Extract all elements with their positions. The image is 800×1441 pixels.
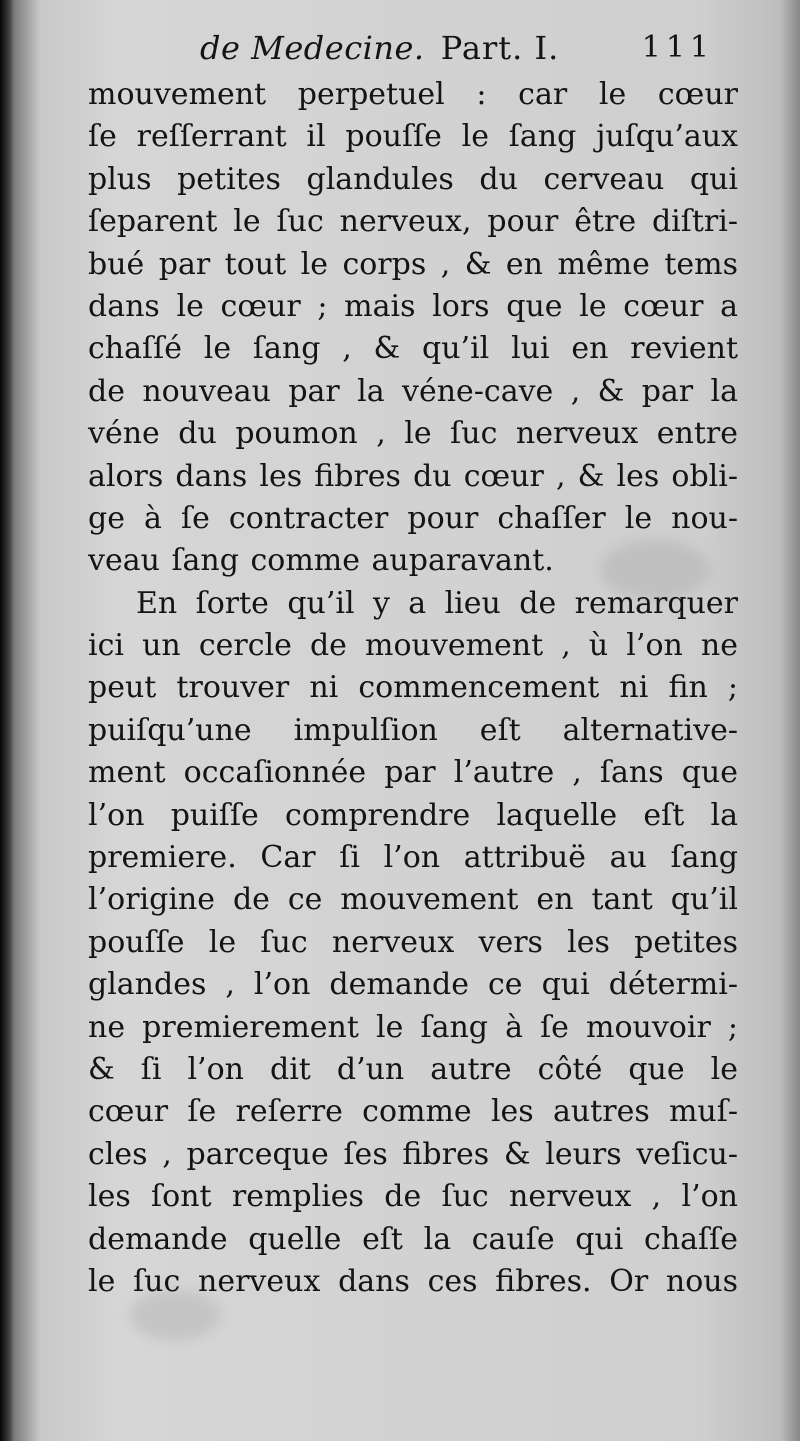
text-line: alors dans les fibres du cœur , & les obli-: [88, 458, 738, 494]
text-line: ſe reſſerrant il pouſſe le ſang juſqu’aux: [88, 119, 738, 155]
text-line: l’on puiſſe comprendre laquelle eſt la: [88, 797, 738, 833]
text-line: cles , parceque ſes fibres & leurs veſicu-: [88, 1136, 738, 1172]
text-line: ment occaſionnée par l’autre , ſans que: [88, 755, 738, 791]
text-line: peut trouver ni commencement ni fin ;: [88, 670, 738, 706]
body-text: [88, 74, 738, 1303]
text-line: ici un cercle de mouvement , ù l’on ne: [88, 628, 738, 664]
text-line: de nouveau par la véne-cave , & par la: [88, 373, 738, 409]
text-line: puiſqu’une impulſion eſt alternative-: [88, 712, 738, 748]
text-line: bué par tout le corps , & en même tems: [88, 246, 738, 282]
text-line: dans le cœur ; mais lors que le cœur a: [88, 288, 738, 324]
page-header: [200, 26, 720, 70]
text-line: cœur ſe reſerre comme les autres muſ-: [88, 1094, 738, 1130]
part-label: Part. I.: [440, 29, 560, 67]
running-title: de Medecine.: [200, 29, 425, 67]
text-line: les ſont remplies de ſuc nerveux , l’on: [88, 1179, 738, 1215]
text-line: premiere. Car ſi l’on attribuë au ſang: [88, 840, 738, 876]
text-line: plus petites glandules du cerveau qui: [88, 161, 738, 197]
text-line: veau ſang comme auparavant.: [88, 543, 554, 579]
text-line: mouvement perpetuel : car le cœur: [88, 77, 738, 112]
binding-shadow: [0, 0, 14, 1441]
page-number: 111: [641, 30, 714, 65]
text-line: ſeparent le ſuc nerveux, pour être diſtri-: [88, 204, 738, 240]
text-line: ne premierement le ſang à ſe mouvoir ;: [88, 1009, 738, 1045]
paragraph-first-line: En ſorte qu’il y a lieu de remarquer: [136, 585, 738, 621]
text-line: ge à ſe contracter pour chaſſer le nou-: [88, 500, 738, 536]
text-line: chaſſé le ſang , & qu’il lui en revient: [88, 331, 738, 367]
text-line: l’origine de ce mouvement en tant qu’il: [88, 882, 738, 918]
text-line: & ſi l’on dit d’un autre côté que le: [88, 1051, 738, 1087]
text-line: demande quelle eſt la cauſe qui chaſſe: [88, 1221, 738, 1257]
text-line: le ſuc nerveux dans ces fibres. Or nous: [88, 1263, 738, 1299]
text-line: glandes , l’on demande ce qui détermi-: [88, 967, 738, 1003]
text-line: véne du poumon , le ſuc nerveux entre: [88, 416, 738, 452]
text-line: pouſſe le ſuc nerveux vers les petites: [88, 924, 738, 960]
